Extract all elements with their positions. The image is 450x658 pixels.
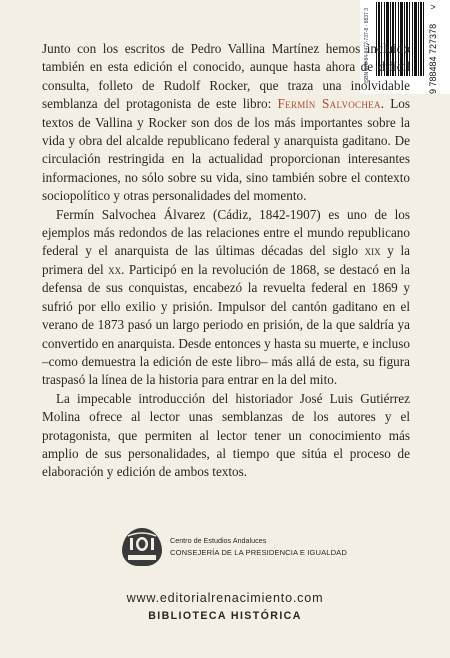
paragraph-introduction: La impecable introducción del historiador José Luis Gutiérrez Molina ofrece al lector unas semblanzas de los autores y el protagonista, que permiten al lector tener un conocimiento más amplio de sus personalidades, al tiempo que sitúa el proceso de elaboración y edición de ambos textos. bbox=[42, 390, 410, 480]
paragraph-intro bbox=[42, 40, 410, 206]
sponsor-logo bbox=[122, 528, 347, 568]
collection-name: BIBLIOTECA HISTÓRICA bbox=[148, 610, 302, 622]
century-xix: xix bbox=[364, 243, 381, 259]
century-xx: xx bbox=[108, 261, 122, 277]
paragraph-biography bbox=[42, 206, 410, 390]
isbn-arrow: > bbox=[430, 2, 436, 12]
paragraph-biography-text: Fermín Salvochea Álvarez (Cádiz, 1842-1907) es uno de los ejemplos más redondos de las relaciones entre el mundo republicano federal y el anarquista de las últimas décadas del siglo bbox=[42, 206, 410, 259]
protagonist-name: Fermín Salvochea bbox=[277, 96, 381, 112]
paragraph-intro-text: Junto con los escritos de Pedro Vallina Martínez hemos incluido también en esta edición el conocido, aunque hasta ahora de difícil consulta, folleto de Rudolf Rocker, que traza una inolvidable semblanza del protagonista de este libro: bbox=[42, 41, 410, 112]
paragraph-intro-text-cont: . Los textos de Vallina y Rocker son dos de los más importantes sobre la vida y obra del alcalde republicano federal y anarquista gaditano. De circulación restringida en la actualidad proporcionan interesantes informaciones, no sólo sobre su vida, sino también sobre el contexto sociopolítico y otras personalidades del momento. bbox=[42, 96, 411, 204]
junta-andalucia-emblem-icon bbox=[122, 528, 162, 566]
logo-line-consejeria: CONSEJERÍA DE LA PRESIDENCIA E IGUALDAD bbox=[170, 548, 347, 557]
back-cover-text bbox=[42, 40, 410, 482]
isbn-digits: 9 788484 727378 bbox=[428, 23, 438, 94]
paragraph-biography-text-3: . Participó en la revolución de 1868, se destacó en la defensa de sus conquistas, encabezó la revuelta federal en 1869 y sufrió por ello exilio y prisión. Impulsor del cantón gaditano en el verano de 1873 pasó un largo periodo en prisión, de la que saldría ya convertido en anarquista. Desde entonces y hasta su muerte, e incluso –como demuestra la edición de este libro– más allá de esta, su figura traspasó la línea de la historia para entrar en la del mito. bbox=[42, 261, 410, 388]
publisher-url: www.editorialrenacimiento.com bbox=[126, 591, 324, 605]
logo-line-centro: Centro de Estudios Andaluces bbox=[170, 536, 267, 545]
paragraph-biography-text-2: y la primera del bbox=[42, 243, 410, 277]
isbn-small-text: ISBN 978-84-8472-737-8 · 8837 3 bbox=[364, 8, 370, 84]
